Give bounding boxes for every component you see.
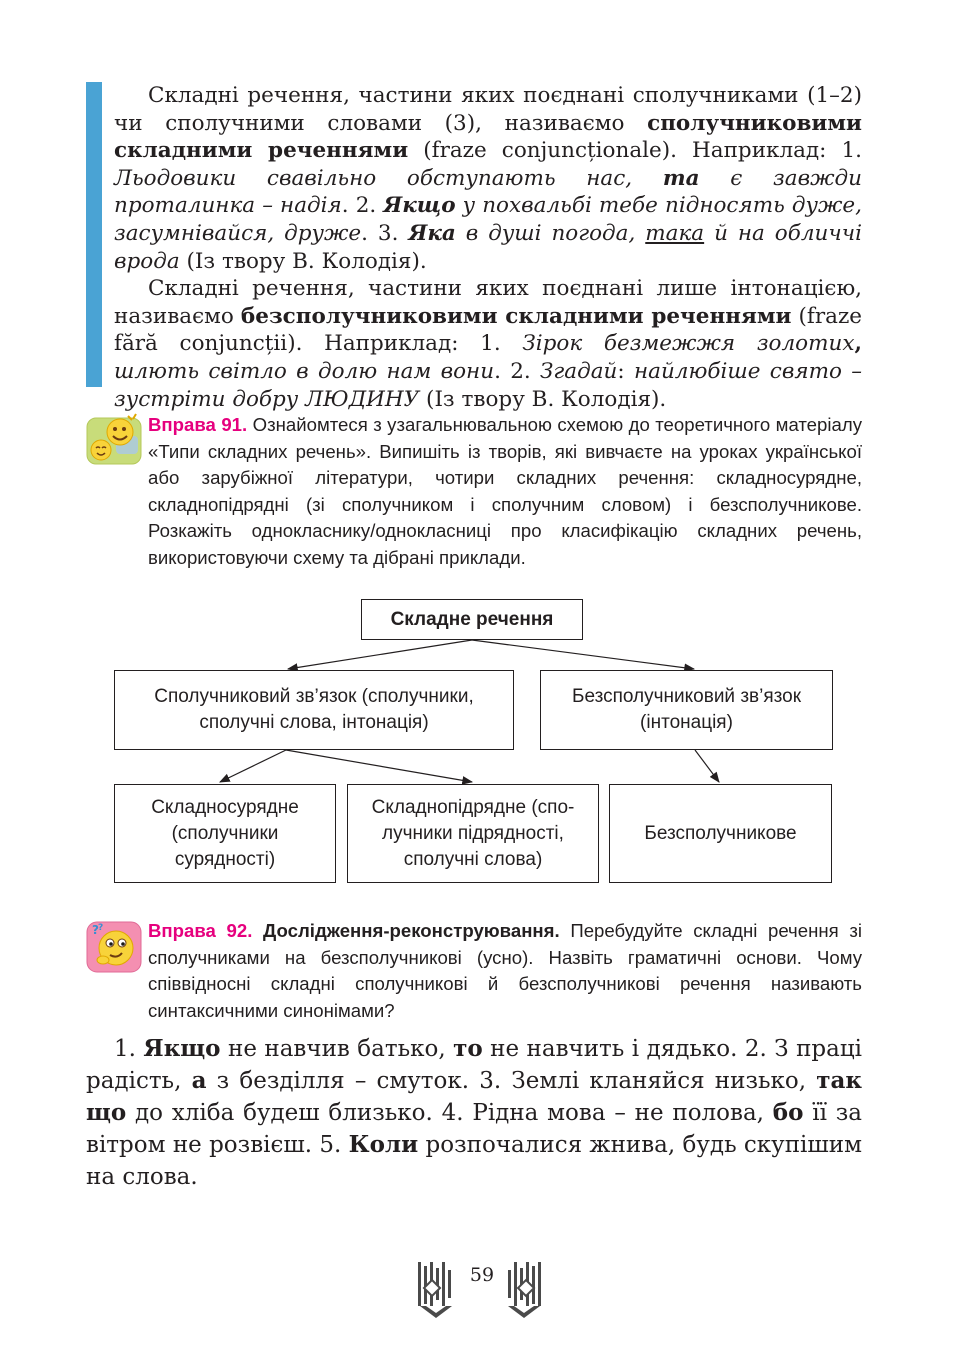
diagram-asyndetic-box: Безсполучникове bbox=[609, 784, 832, 883]
text-run: а bbox=[191, 1067, 207, 1094]
text-run: Якщо bbox=[383, 193, 456, 219]
text-run: сполучниковими складними реченнями bbox=[114, 110, 862, 164]
emoji-faces-icon bbox=[86, 412, 142, 468]
examples-paragraph bbox=[86, 1033, 862, 1193]
exercise-92-subtitle: Дослідження-реконструювання. bbox=[263, 920, 560, 941]
text-run: на обличчі врода bbox=[114, 220, 862, 274]
text-run: Якщо bbox=[143, 1035, 221, 1062]
text-run: (Із твору В. Колодія). bbox=[179, 248, 427, 274]
diagram-nonconjunctive-box: Безсполучниковий зв’язок (інтонація) bbox=[540, 670, 833, 750]
text-run: Коли bbox=[348, 1131, 419, 1158]
svg-text:?: ? bbox=[92, 923, 99, 937]
exercise-92 bbox=[86, 918, 862, 1024]
text-run: Складні речення, частини яких поєднані лише інтонацією, називаємо bbox=[114, 276, 862, 329]
text-run: (Із твору В. Колодія). bbox=[419, 386, 667, 412]
text-run: в душі погода, bbox=[455, 220, 646, 246]
text-run: Складні речення, частини яких поєднані сполучниками (1–2) чи сполучними словами (3), називаємо bbox=[114, 83, 862, 136]
exercise-92-title: Вправа 92. bbox=[148, 920, 253, 941]
text-run: у похвальбі тебе підносять дуже, засумнівайся, друже bbox=[114, 193, 862, 246]
theory-accent-bar bbox=[86, 82, 102, 387]
theory-paragraph-2 bbox=[114, 275, 862, 413]
examples-block bbox=[86, 1033, 862, 1193]
diagram-complex-box: Складнопідрядне (сполучники підрядності, сполучні слова) bbox=[347, 784, 599, 883]
text-run: : bbox=[617, 358, 634, 384]
exercise-92-body: Перебудуйте складні речення зі сполучниками на безсполучникові (усно). Назвіть граматичні основи. Чому співвідносні складні сполучникові й безсполучникові речення називають синтаксичними синонімами? bbox=[148, 920, 862, 1021]
text-run: Льодовики свавільно обступають нас, bbox=[114, 165, 663, 191]
diagram-conjunctive-box: Сполучниковий зв’язок (сполучники, сполучні слова, інтонація) bbox=[114, 670, 514, 750]
diagram-compound-box: Складносурядне (сполучники сурядності) bbox=[114, 784, 336, 883]
thinking-emoji-icon bbox=[86, 918, 142, 974]
diagram-root-box: Складне речення bbox=[361, 599, 583, 640]
theory-block bbox=[86, 82, 862, 413]
text-run: безсполучниковими складними реченнями bbox=[240, 303, 792, 329]
text-run: шлють світло в долю нам вони bbox=[114, 358, 495, 384]
exercise-92-text bbox=[148, 918, 862, 1024]
exercise-91-body: Ознайомтеся з узагальнювальною схемою до теоретичного матеріалу «Типи складних речень». Випишіть із творів, які вивчаєте на уроках української або зарубіжної літератури, чотири складних речення: складносурядне, складнопідрядні (зі сполучником і сполучним словом) і безсполучникове. Розкажіть однокласнику/однокласниці про класифікацію складних речень, використовуючи схему та дібрані приклади. bbox=[148, 414, 862, 568]
text-run: так що bbox=[86, 1067, 862, 1126]
text-run: й bbox=[704, 220, 728, 246]
text-run: . 2. bbox=[494, 358, 541, 384]
text-run: Зірок безмежжя золотих bbox=[522, 331, 855, 357]
text-run: розпочалися жнива, будь скупішим на слова. bbox=[86, 1132, 862, 1190]
svg-text:?: ? bbox=[98, 923, 104, 933]
text-run: то bbox=[453, 1035, 483, 1062]
text-run: така bbox=[645, 220, 705, 246]
theory-text bbox=[114, 82, 862, 413]
text-run: (fraze fără conjuncții). Наприклад: 1. bbox=[114, 303, 863, 357]
page-number: 59 bbox=[469, 1264, 495, 1286]
text-run: не навчив батько, bbox=[220, 1036, 454, 1062]
text-run: бо bbox=[772, 1099, 804, 1126]
text-run: Згадай bbox=[540, 358, 618, 384]
text-run: 1. bbox=[114, 1036, 144, 1062]
text-run: найлюбіше свято – зустріти добру ЛЮДИНУ bbox=[114, 358, 862, 412]
text-run: , bbox=[854, 331, 862, 357]
text-run: та bbox=[662, 165, 700, 191]
text-run: . 2. bbox=[341, 193, 384, 219]
exercise-91-text bbox=[148, 412, 862, 571]
text-run: є завжди проталинка – надія bbox=[114, 165, 862, 219]
text-run: не навчить і дядько. 2. З праці радість, bbox=[86, 1036, 862, 1094]
text-run: Яка bbox=[408, 220, 456, 246]
text-run: . 3. bbox=[361, 220, 409, 246]
text-run: її за вітром не розвієш. 5. bbox=[86, 1100, 862, 1158]
text-run: з безділля – смуток. 3. Землі кланяйся низько, bbox=[206, 1068, 817, 1094]
text-run: (fraze conjuncționale). Наприклад: 1. bbox=[408, 138, 862, 164]
theory-paragraph-1 bbox=[114, 82, 862, 275]
exercise-91 bbox=[86, 412, 862, 571]
exercise-91-title: Вправа 91. bbox=[148, 414, 248, 435]
text-run: до хліба будеш близько. 4. Рідна мова – не полова, bbox=[126, 1100, 773, 1126]
